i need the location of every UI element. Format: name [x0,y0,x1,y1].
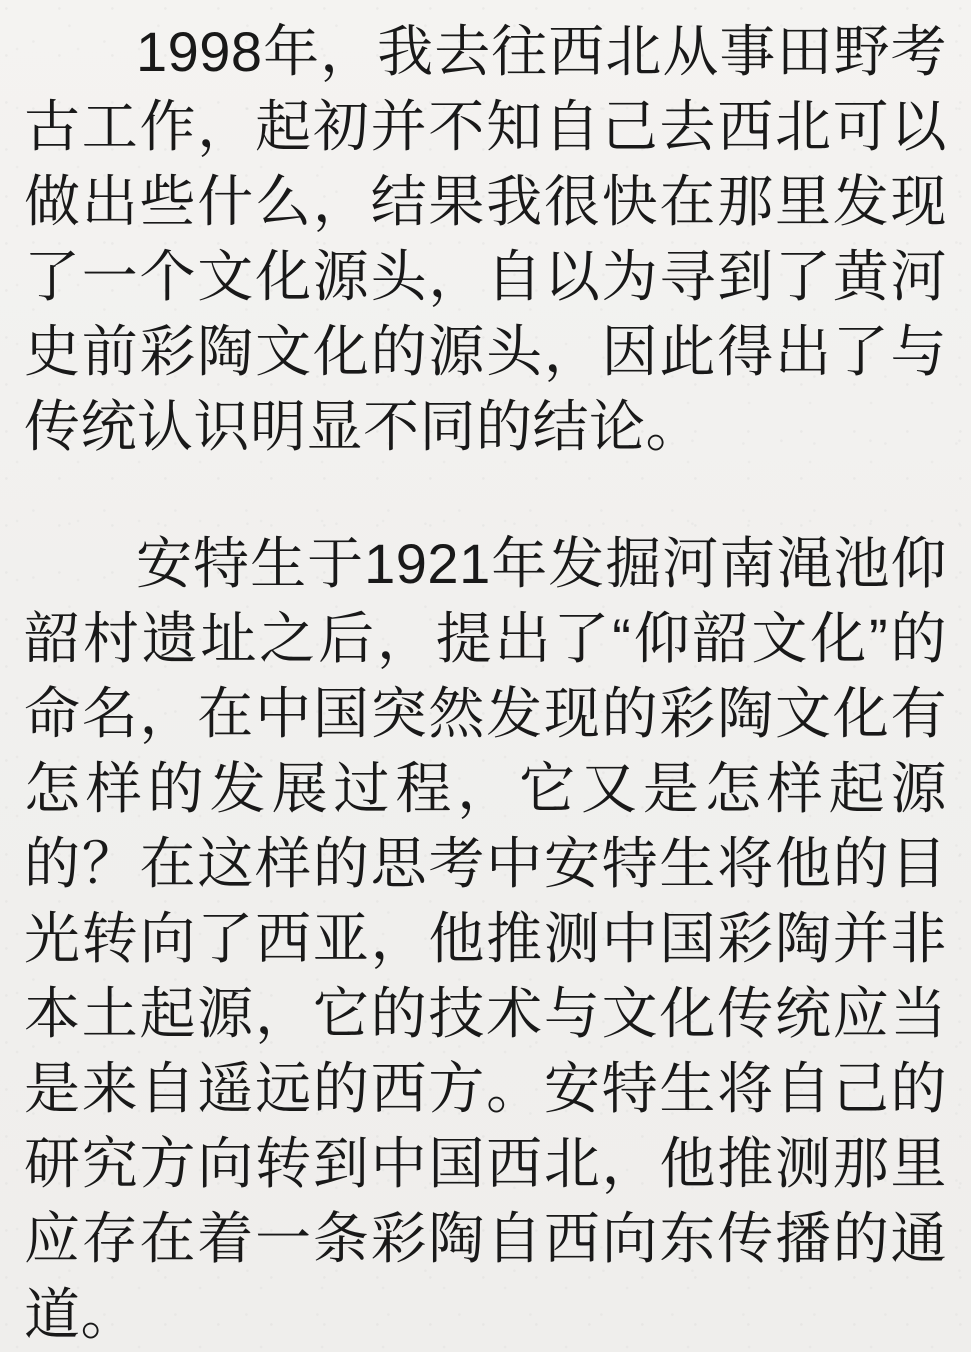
paragraph-2: 安特生于1921年发掘河南渑池仰韶村遗址之后，提出了“仰韶文化”的命名，在中国突然发现的彩陶文化有怎样的发展过程，它又是怎样起源的？在这样的思考中安特生将他的目光转向了西亚，他推测中国彩陶并非本土起源，它的技术与文化传统应当是来自遥远的西方。安特生将自己的研究方向转到中国西北，他推测那里应存在着一条彩陶自西向东传播的通道。 [24,532,947,1346]
paragraph-1: 1998年，我去往西北从事田野考古工作，起初并不知自己去西北可以做出些什么，结果我很快在那里发现了一个文化源头，自以为寻到了黄河史前彩陶文化的源头，因此得出了与传统认识明显不同的结论。 [24,20,947,459]
article-body [24,14,947,1352]
